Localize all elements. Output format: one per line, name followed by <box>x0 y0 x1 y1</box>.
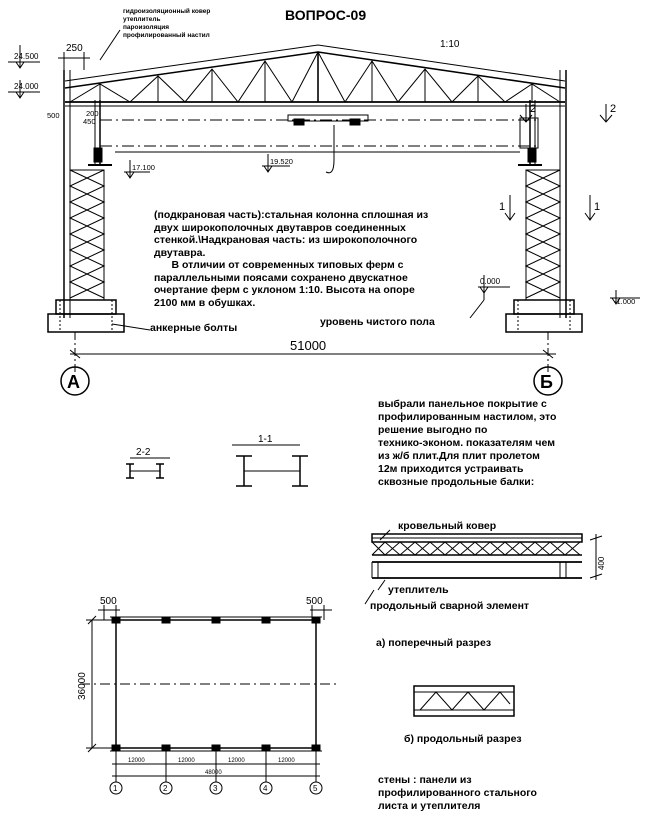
dim-450: 450 <box>83 117 96 126</box>
roof-carpet-label: кровельный ковер <box>398 520 497 532</box>
plan-view <box>80 605 340 794</box>
welded-element-label: продольный сварной элемент <box>370 600 530 612</box>
plan-right-500: 500 <box>306 596 323 607</box>
main-line-1: (подкрановая часть):стальная колонна сплошная из <box>154 209 429 221</box>
roof-layer-2: утеплитель <box>123 16 161 23</box>
elev-minus-1000: -1.000 <box>614 297 636 306</box>
anchor-bolts-label: анкерные болты <box>150 322 238 334</box>
walls-note <box>378 774 537 813</box>
roof-layer-4: профилированный настил <box>123 32 210 39</box>
plan-axis-4: 4 <box>263 784 268 793</box>
elev-17100: 17.100 <box>132 163 155 172</box>
section-2-2 <box>126 458 170 478</box>
elev-24000: 24.000 <box>14 82 39 91</box>
elev-0000: 0.000 <box>480 277 501 286</box>
walls-line-3: листа и утеплителя <box>378 800 481 812</box>
span-total: 51000 <box>290 338 327 353</box>
walls-line-2: профилированного стального <box>378 787 537 799</box>
right-line-3: решение выгодно по <box>378 424 488 436</box>
right-line-5: из ж/б плит.Для плит пролетом <box>378 450 540 462</box>
plan-bay-1: 12000 <box>128 758 145 764</box>
main-line-2: двух широкополочных двутавров соединенных <box>154 221 406 234</box>
roof-layer-3: пароизоляция <box>123 24 170 31</box>
section-mark-2-left: 2 <box>530 103 537 115</box>
roof-truss <box>65 45 565 106</box>
plan-axis-5: 5 <box>313 784 318 793</box>
section-mark-1-left: 1 <box>499 201 506 213</box>
main-line-4: двутавра. <box>154 246 206 259</box>
right-line-4: технико-эконом. показателям чем <box>378 437 555 449</box>
main-line-8: 2100 мм в обушках. <box>154 296 256 309</box>
title: ВОПРОС-09 <box>285 7 367 23</box>
plan-axis-1: 1 <box>113 784 118 793</box>
dim-200: 200 <box>86 109 99 118</box>
plan-left-500: 500 <box>100 596 117 607</box>
roof-layer-1: гидроизоляционный ковер <box>123 8 211 15</box>
main-line-6: параллельными поясами сохранено двускатное <box>154 271 408 284</box>
caption-longitudinal-section: б) продольный разрез <box>404 733 522 745</box>
elev-24500: 24.500 <box>14 52 39 61</box>
panel-longitudinal-section <box>414 686 514 716</box>
right-line-2: профилированным настилом, это <box>378 411 557 423</box>
plan-axis-3: 3 <box>213 784 218 793</box>
elev-19520: 19.520 <box>270 157 293 166</box>
slope-label: 1:10 <box>440 39 460 50</box>
right-paragraph <box>378 398 608 489</box>
section-mark-2-right: 2 <box>610 103 617 115</box>
floor-level-label: уровень чистого пола <box>320 316 435 328</box>
plan-axis-2: 2 <box>163 784 168 793</box>
axis-b-label: Б <box>540 372 553 392</box>
caption-cross-section: а) поперечный разрез <box>376 637 492 649</box>
dim-500: 500 <box>47 111 60 120</box>
right-line-6: 12м приходится устраивать <box>378 463 524 475</box>
main-line-5: В отличии от современных типовых ферм с <box>154 259 404 271</box>
crane <box>100 115 540 173</box>
section-2-2-label: 2-2 <box>136 447 151 458</box>
right-line-7: сквозные продольные балки: <box>378 476 535 488</box>
plan-bay-3: 12000 <box>228 758 245 764</box>
panel-height: 400 <box>597 556 606 570</box>
plan-total: 48000 <box>205 770 222 776</box>
walls-line-1: стены : панели из <box>378 774 472 786</box>
plan-width: 36000 <box>77 672 88 700</box>
section-mark-1-right: 1 <box>594 201 601 213</box>
plan-bay-2: 12000 <box>178 758 195 764</box>
right-line-1: выбрали панельное покрытие с <box>378 398 547 410</box>
plan-bay-4: 12000 <box>278 758 295 764</box>
dim-250: 250 <box>66 43 83 54</box>
main-line-7: очертание ферм с уклоном 1:10. Высота на опоре <box>154 284 415 296</box>
axis-a-label: А <box>67 372 80 392</box>
main-line-3: стенкой.\Надкрановая часть: из широкополочного <box>154 234 418 246</box>
main-paragraph <box>154 209 484 309</box>
insulation-label: утеплитель <box>388 584 449 596</box>
right-column <box>506 70 582 332</box>
section-1-1-label: 1-1 <box>258 434 273 445</box>
section-1-1 <box>232 445 308 486</box>
